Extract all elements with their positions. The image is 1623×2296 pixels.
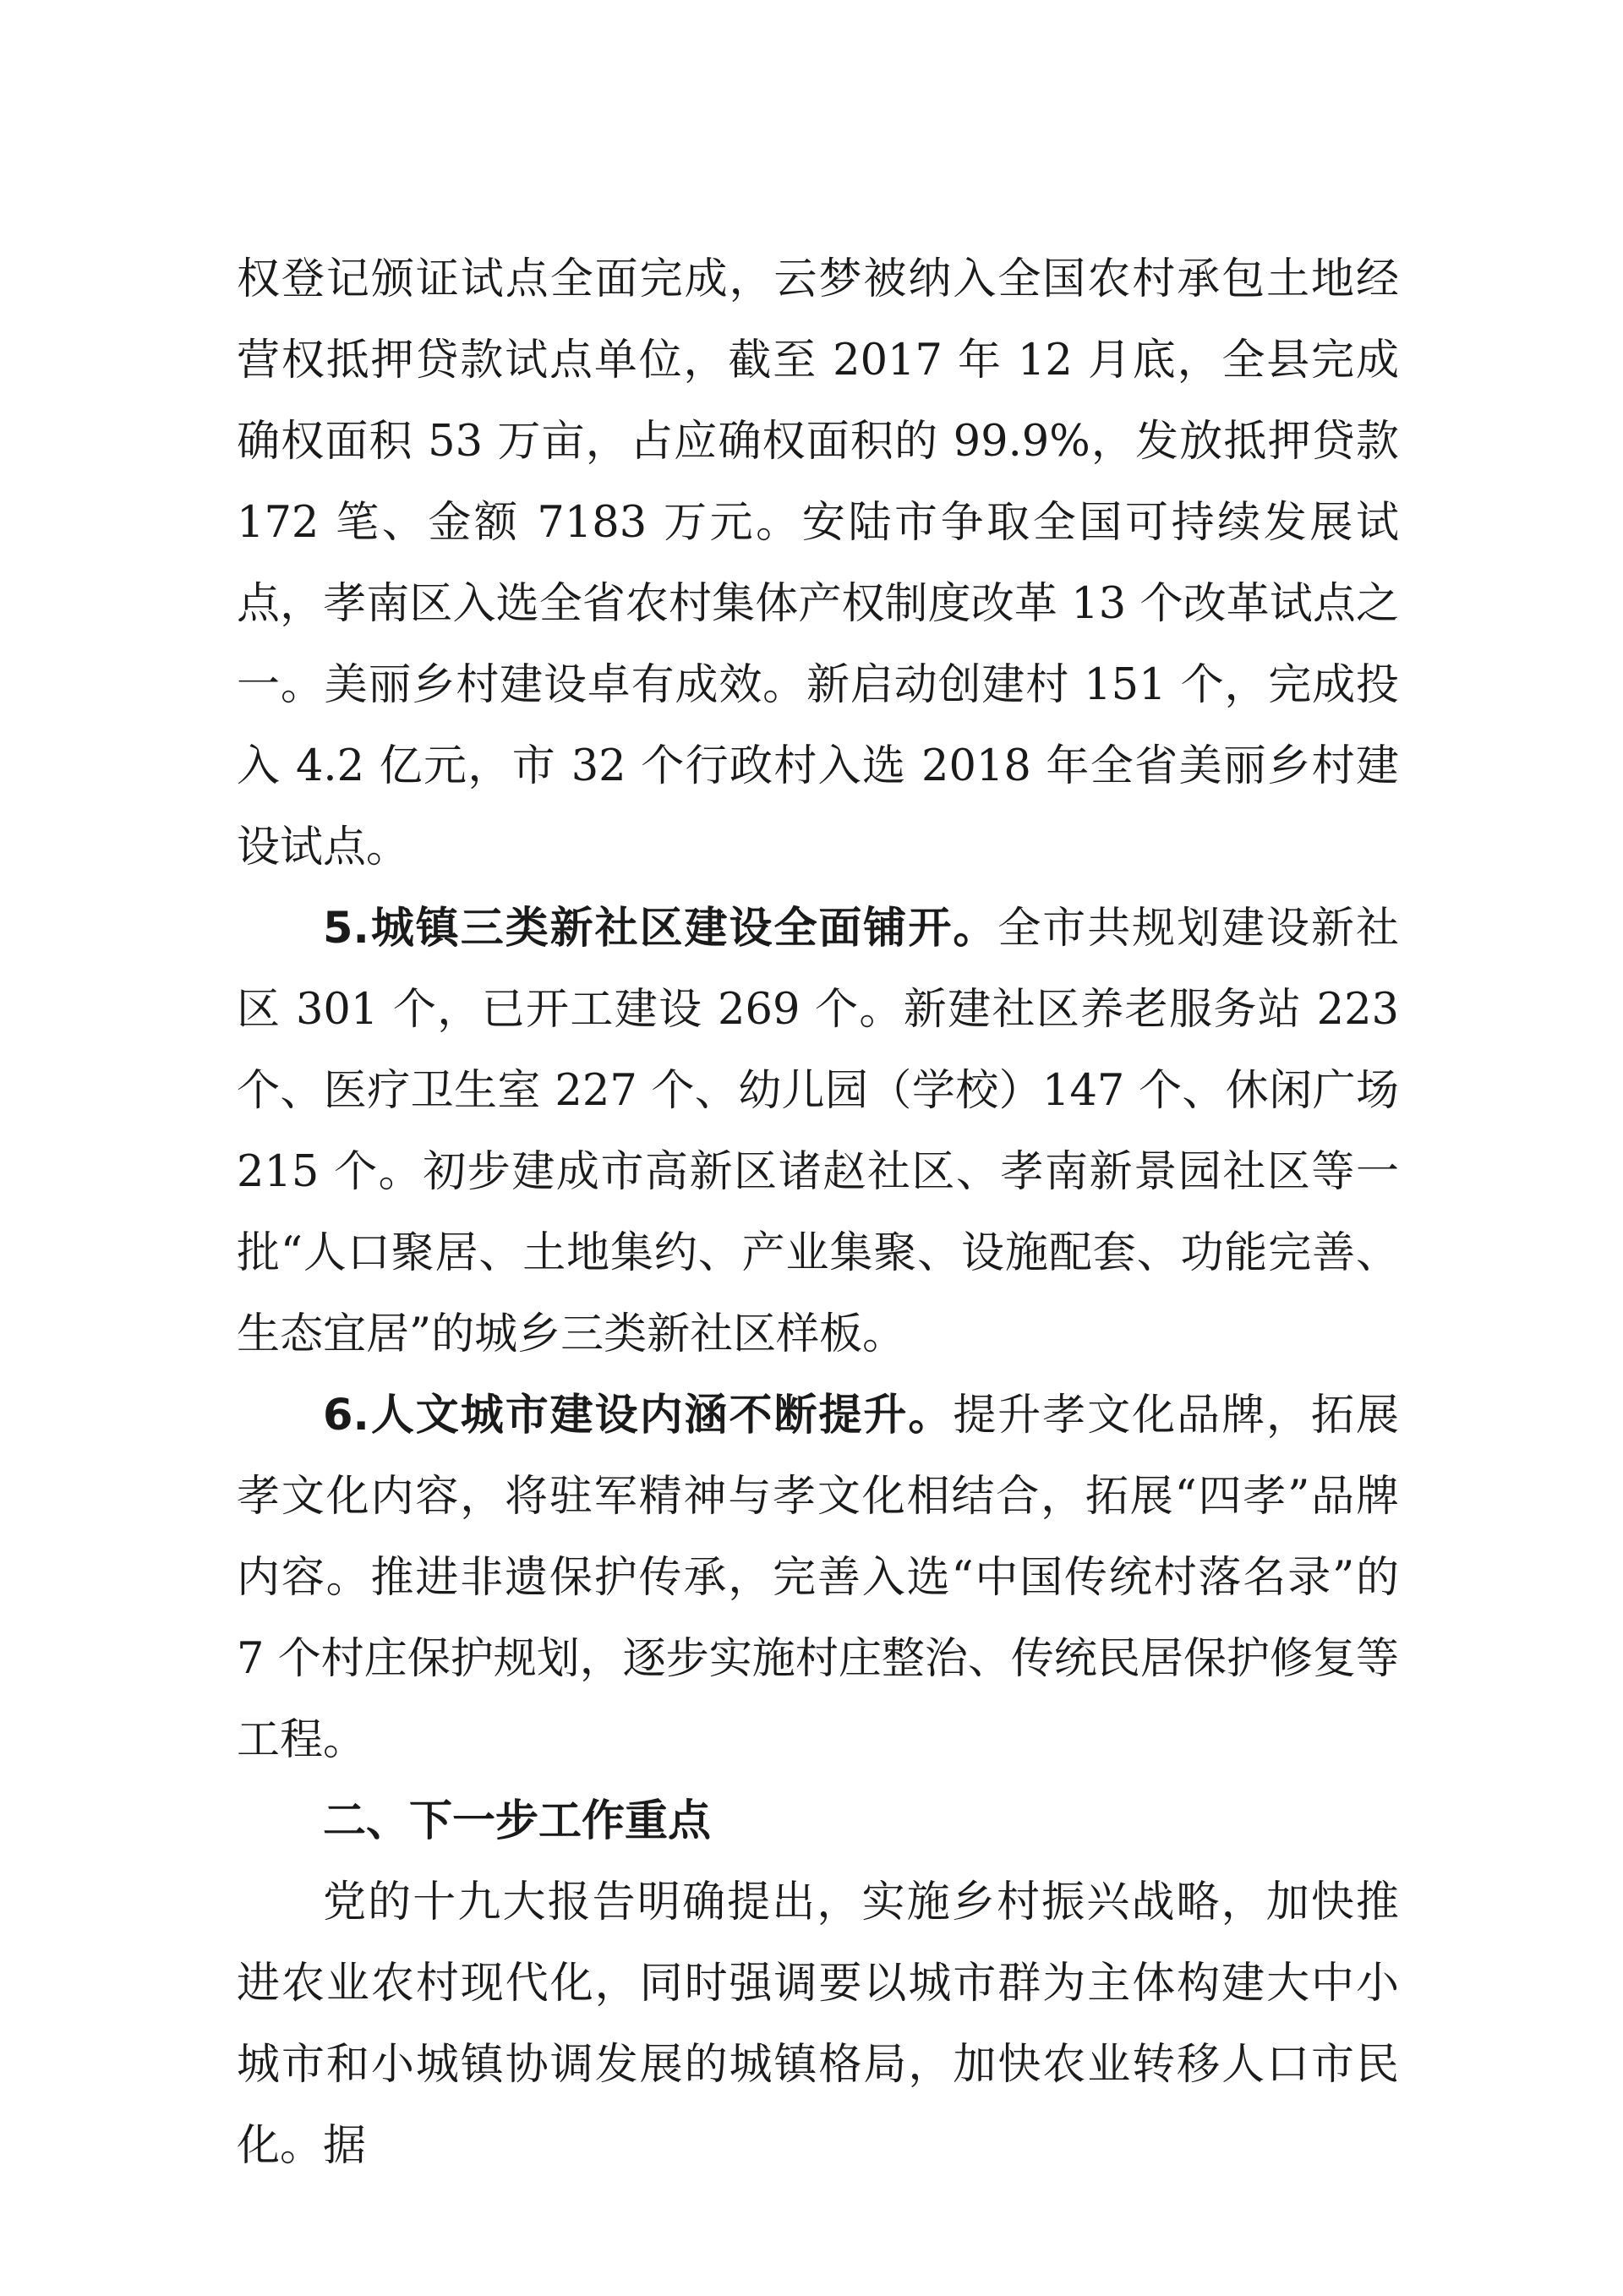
paragraph-lead-heading: 5.城镇三类新社区建设全面铺开。 [323,904,998,954]
paragraph-party-report [237,1862,1399,2187]
paragraph-text: 党的十九大报告明确提出，实施乡村振兴战略，加快推进农业农村现代化，同时强调要以城市群为主体构建大中小城市和小城镇协调发展的城镇格局，加快农业转移人口市民化。据 [237,1878,1399,2171]
paragraph-text: 提升孝文化品牌，拓展孝文化内容，将驻军精神与孝文化相结合，拓展“四孝”品牌内容。推进非遗保护传承，完善入选“中国传统村落名录”的 7 个村庄保护规划，逐步实施村庄整治、传统民居保护修复等工程。 [237,1391,1399,1765]
paragraph-new-communities [237,888,1399,1375]
document-body [237,239,1399,2187]
paragraph-text: 全市共规划建设新社区 301 个，已开工建设 269 个。新建社区养老服务站 223 个、医疗卫生室 227 个、幼儿园（学校）147 个、休闲广场 215 个。初步建成市高新区诸赵社区、孝南新景园社区等一批“人口聚居、土地集约、产业集聚、设施配套、功能完善、生态宜居”的城乡三类新社区样板。 [237,904,1399,1359]
section-heading-next-steps: 二、下一步工作重点 [323,1796,712,1846]
paragraph-lead-heading: 6.人文城市建设内涵不断提升。 [323,1391,954,1440]
paragraph-land-rights [237,239,1399,888]
paragraph-text: 权登记颁证试点全面完成，云梦被纳入全国农村承包土地经营权抵押贷款试点单位，截至 2017 年 12 月底，全县完成确权面积 53 万亩，占应确权面积的 99.9%，发放抵押贷款 172 笔、金额 7183 万元。安陆市争取全国可持续发展试点，孝南区入选全省农村集体产权制度改革 13 个改革试点之一。美丽乡村建设卓有成效。新启动创建村 151 个，完成投入 4.2 亿元，市 32 个行政村入选 2018 年全省美丽乡村建设试点。 [237,254,1399,872]
paragraph-humanistic-city [237,1375,1399,1781]
